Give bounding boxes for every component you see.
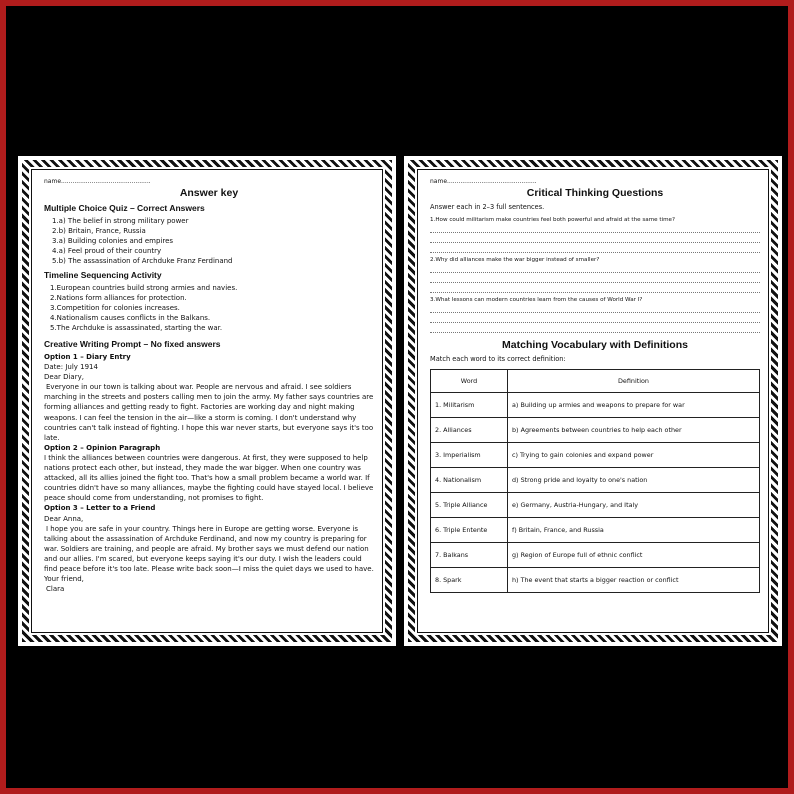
header-definition: Definition: [508, 370, 760, 393]
vocab-word: 2. Alliances: [431, 418, 508, 443]
timeline-list: [44, 283, 374, 333]
list-item: 3.a) Building colonies and empires: [52, 237, 174, 245]
answer-line: [430, 303, 760, 313]
option2-title: Option 2 – Opinion Paragraph: [44, 443, 161, 452]
creative-heading: Creative Writing Prompt – No fixed answers: [44, 339, 221, 349]
answer-line: [430, 243, 760, 253]
name-line: name...............................................: [430, 178, 537, 185]
option1-date: Date: July 1914: [44, 363, 98, 372]
answer-line: [430, 273, 760, 283]
vocab-word: 3. Imperialism: [431, 443, 508, 468]
table-row: [431, 518, 760, 543]
list-item: 1.European countries build strong armies and navies.: [50, 284, 238, 292]
list-item: 3.Competition for colonies increases.: [50, 304, 180, 312]
question: 3.What lessons can modern countries learn from the causes of World War I?: [430, 297, 643, 303]
question-block: [430, 217, 760, 253]
vocab-definition: g) Region of Europe full of ethnic conflict: [508, 543, 760, 568]
vocab-word: 5. Triple Alliance: [431, 493, 508, 518]
list-item: 5.The Archduke is assassinated, starting the war.: [50, 324, 223, 332]
worksheet-sheet: [404, 156, 782, 646]
table-row: [431, 443, 760, 468]
table-row: [431, 393, 760, 418]
question-block: [430, 257, 760, 293]
option2-body: I think the alliances between countries were dangerous. At first, they were supposed to help nations protect each other, but instead, they made the war bigger. When one country was attacked, all its allies joined the fight too. That's how a small problem became a world war. If countries didn't have so many alliances, maybe the fighting could have stayed local. I believe peace should come from understanding, not promises to fight.: [44, 453, 374, 503]
page-title: Critical Thinking Questions: [526, 187, 664, 199]
question: 1.How could militarism make countries feel both powerful and afraid at the same time?: [430, 217, 675, 223]
vocab-definition: c) Trying to gain colonies and expand power: [508, 443, 760, 468]
option3-title: Option 3 – Letter to a Friend: [44, 504, 156, 513]
vocab-definition: d) Strong pride and loyalty to one's nation: [508, 468, 760, 493]
page-title: Answer key: [179, 187, 239, 199]
list-item: 4.Nationalism causes conflicts in the Balkans.: [50, 314, 211, 322]
mcq-answer-list: [44, 216, 374, 266]
answer-key-content: [44, 178, 374, 630]
answer-key-sheet: [18, 156, 396, 646]
answer-line: [430, 223, 760, 233]
answer-line: [430, 313, 760, 323]
vocab-title: Matching Vocabulary with Definitions: [502, 339, 688, 351]
vocab-word: 6. Triple Entente: [431, 518, 508, 543]
answer-line: [430, 233, 760, 243]
product-image: [6, 6, 788, 788]
vocab-word: 1. Militarism: [431, 393, 508, 418]
table-row: [431, 418, 760, 443]
table-row: [431, 493, 760, 518]
list-item: 2.b) Britain, France, Russia: [52, 227, 146, 235]
vocab-definition: b) Agreements between countries to help each other: [508, 418, 760, 443]
worksheet-content: [430, 178, 760, 630]
vocab-definition: a) Building up armies and weapons to prepare for war: [508, 393, 760, 418]
option3-signature: Clara: [46, 585, 65, 594]
option1-greeting: Dear Diary,: [44, 373, 84, 382]
option1-body: Everyone in our town is talking about war. People are nervous and afraid. I see soldiers marching in the streets and posters calling men to join the army. My father says countries are forming alliances and getting ready to fight. Factories are working day and night making weapons. I can feel the tension in the air—like a storm is coming. I don't understand why countries can't talk instead of fighting. I hope this war never starts, but everyone says it's too late.: [44, 383, 374, 442]
vocab-definition: h) The event that starts a bigger reaction or conflict: [508, 568, 760, 593]
list-item: 4.a) Feel proud of their country: [52, 247, 162, 255]
answer-line: [430, 283, 760, 293]
table-row: [431, 468, 760, 493]
question-block: [430, 297, 760, 333]
option3-closing: Your friend,: [44, 575, 84, 584]
option1-title: Option 1 – Diary Entry: [44, 353, 131, 361]
vocab-instruction: Match each word to its correct definition:: [430, 355, 566, 363]
vocab-table: [430, 369, 760, 593]
vocab-definition: f) Britain, France, and Russia: [508, 518, 760, 543]
answer-line: [430, 323, 760, 333]
list-item: 5.b) The assassination of Archduke Franz Ferdinand: [52, 257, 233, 265]
vocab-word: 4. Nationalism: [431, 468, 508, 493]
option3-body: I hope you are safe in your country. Things here in Europe are getting worse. Everyone is talking about the assassination of Archduke Ferdinand, and now my country is preparing for war. Soldiers are training, and people are afraid. My brother says we must defend our nation and our allies. I'm scared, but everyone keeps saying it's our duty. I wish the leaders could find peace before it's too late. Please write back soon—I miss the quiet days we used to have.: [44, 524, 374, 573]
list-item: 2.Nations form alliances for protection.: [50, 294, 187, 302]
list-item: 1.a) The belief in strong military power: [52, 217, 189, 225]
mcq-heading: Multiple Choice Quiz – Correct Answers: [44, 203, 205, 213]
option3-greeting: Dear Anna,: [44, 514, 84, 523]
header-word: Word: [431, 370, 508, 393]
instruction: Answer each in 2–3 full sentences.: [430, 203, 545, 211]
question: 2.Why did alliances make the war bigger instead of smaller?: [430, 257, 600, 263]
table-header-row: [431, 370, 760, 393]
answer-line: [430, 263, 760, 273]
vocab-word: 8. Spark: [431, 568, 508, 593]
table-row: [431, 568, 760, 593]
name-line: name...............................................: [44, 178, 151, 185]
vocab-word: 7. Balkans: [431, 543, 508, 568]
table-row: [431, 543, 760, 568]
timeline-heading: Timeline Sequencing Activity: [44, 270, 162, 280]
vocab-definition: e) Germany, Austria-Hungary, and Italy: [508, 493, 760, 518]
